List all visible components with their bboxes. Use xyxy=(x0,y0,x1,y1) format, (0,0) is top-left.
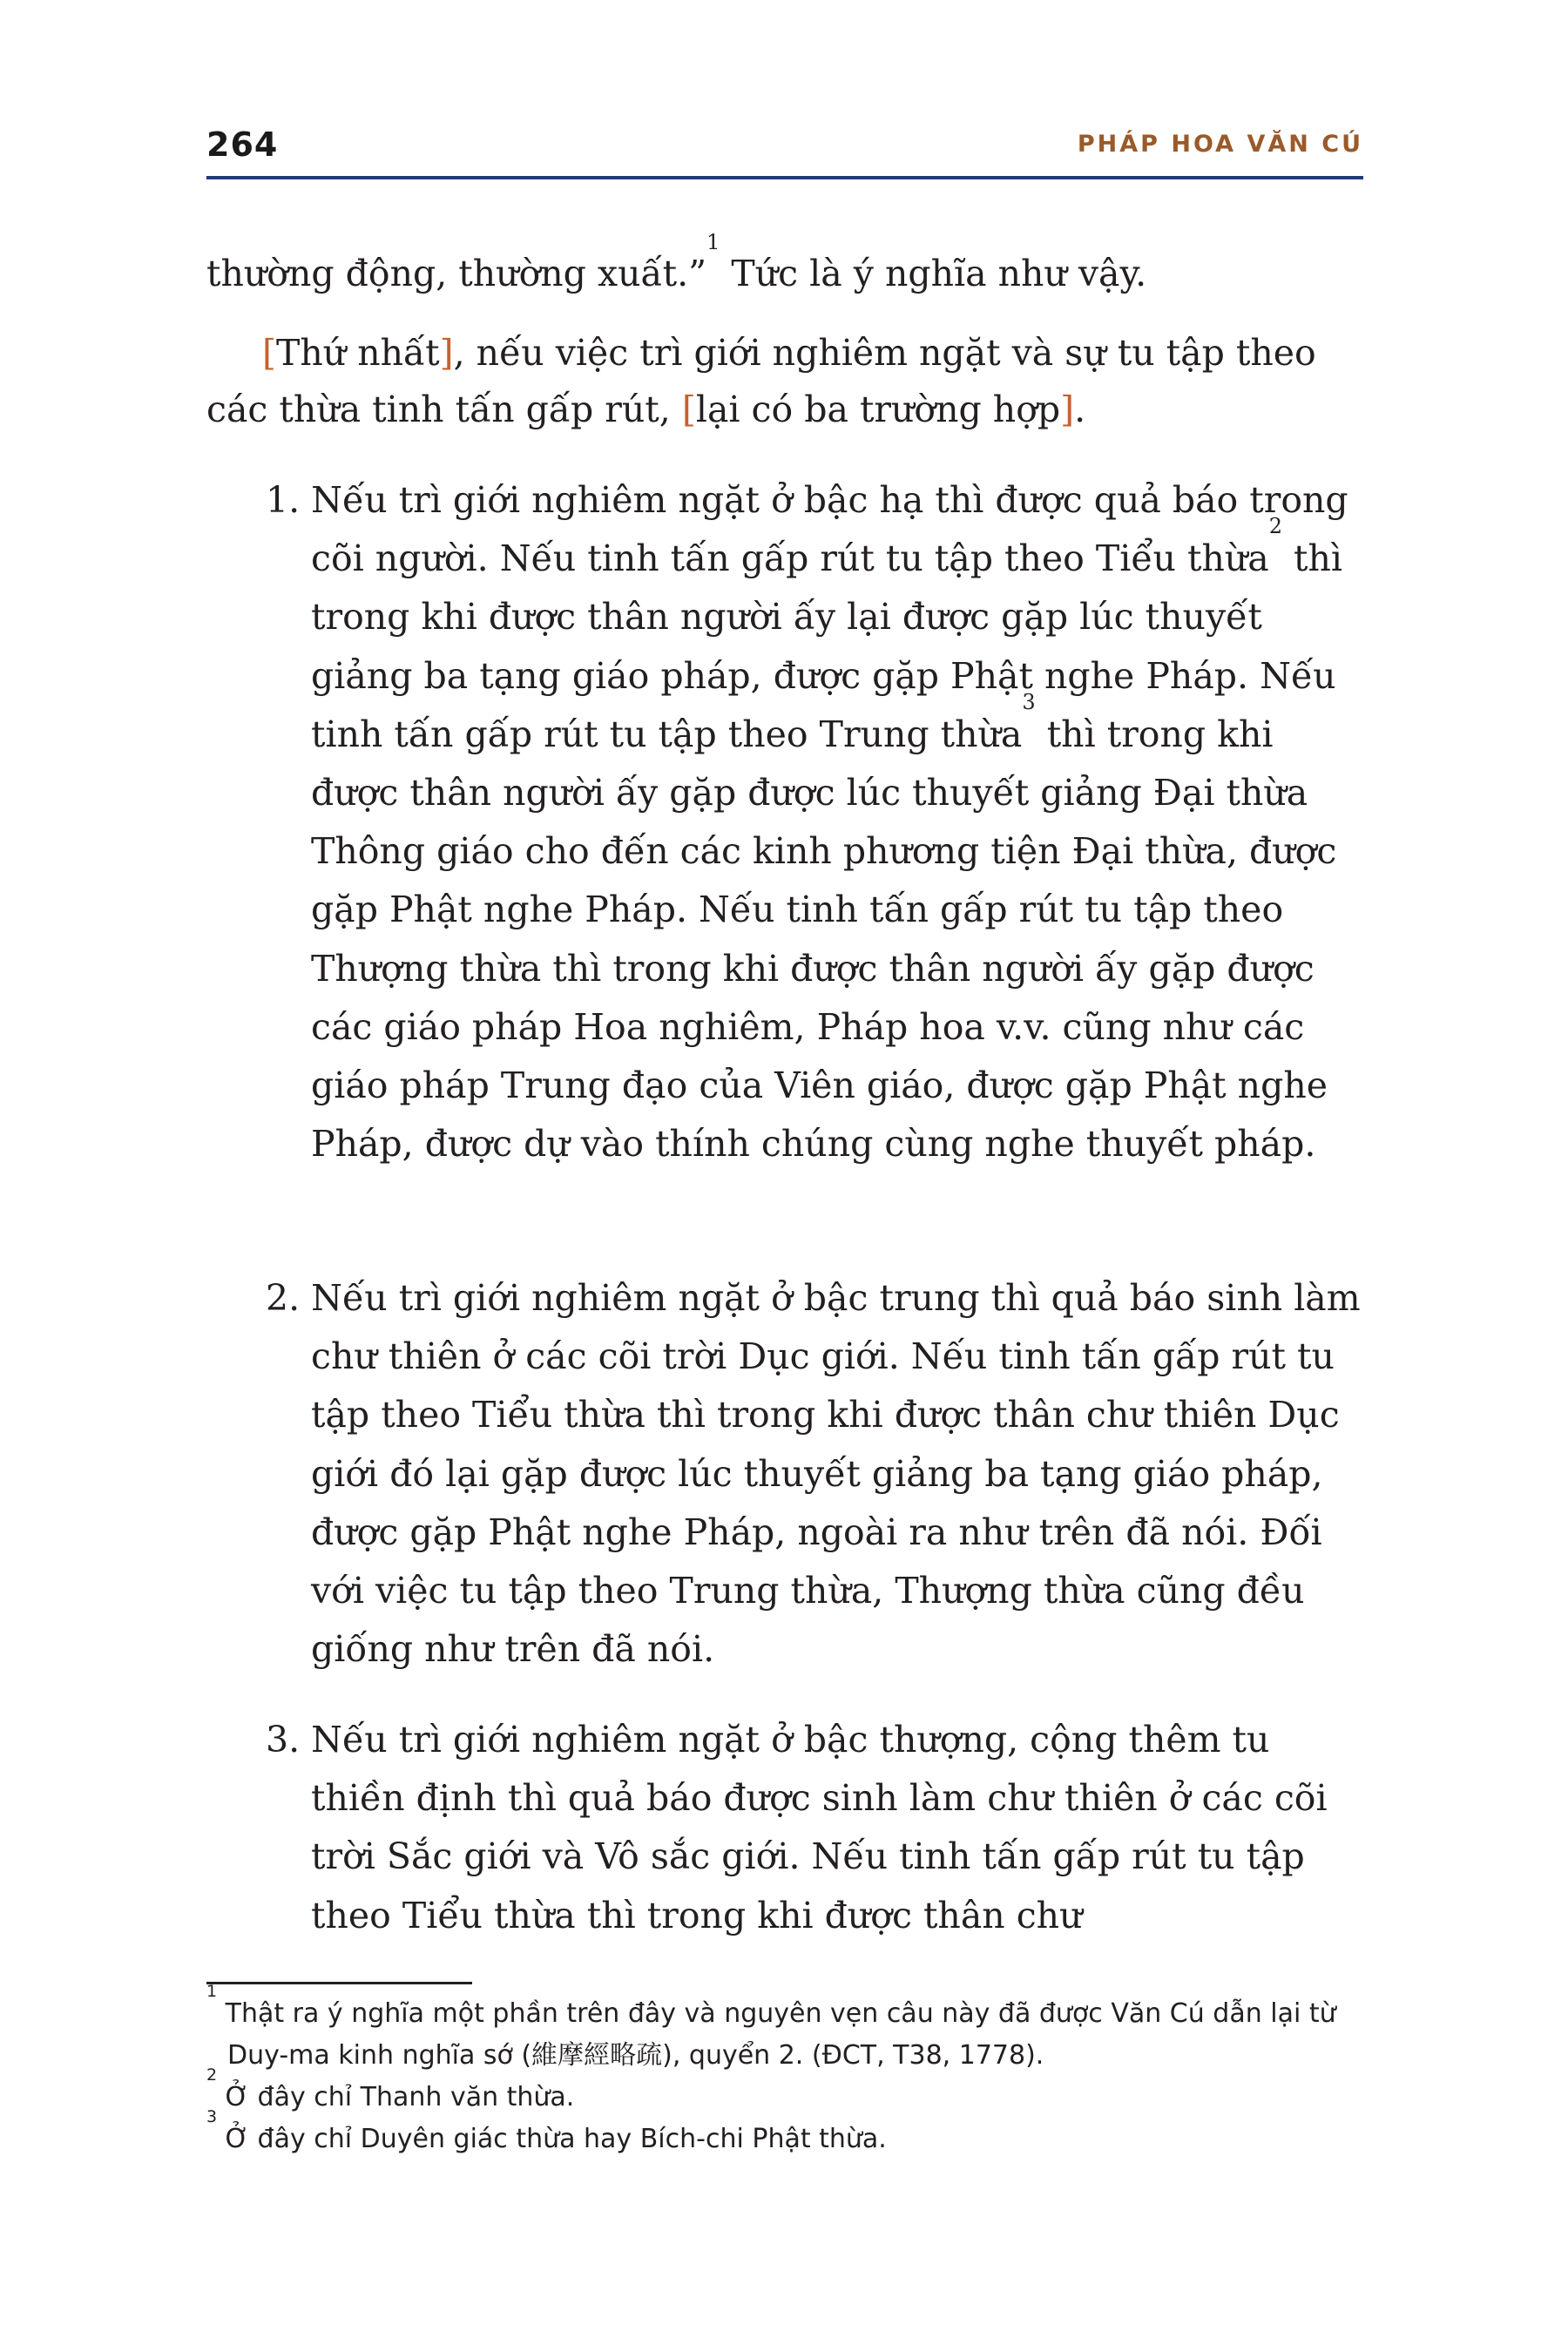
footnote-rule xyxy=(206,1982,472,1984)
list-text-1c: thì trong khi được thân người ấy gặp được lúc thuyết giảng Đại thừa Thông giáo cho đến các kinh phương tiện Đại thừa, được gặp Phật nghe Pháp. Nếu tinh tấn gấp rút tu tập theo Thượng thừa thì trong khi được thân người ấy gặp được các giáo pháp Hoa nghiêm, Pháp hoa v.v. cũng như các giáo pháp Trung đạo của Viên giáo, được gặp Phật nghe Pháp, được dự vào thính chúng cùng nghe thuyết pháp. xyxy=(311,713,1337,1166)
footnote-text-2: Ở đây chỉ Thanh văn thừa. xyxy=(217,2082,575,2112)
p1-text: thường động, thường xuất.” xyxy=(206,253,707,294)
list-text-3: Nếu trì giới nghiêm ngặt ở bậc thượng, cộng thêm tu thiền định thì quả báo được sinh làm chư thiên ở các cõi trời Sắc giới và Vô sắc giới. Nếu tinh tấn gấp rút tu tập theo Tiểu thừa thì trong khi được thân chư xyxy=(311,1719,1328,1936)
footnote-ref-1: 1 xyxy=(706,230,720,254)
paragraph-1 xyxy=(206,230,1363,302)
footnote-ref-2: 2 xyxy=(1268,514,1282,539)
page-number: 264 xyxy=(206,125,279,164)
footnote-mark-2: 2 xyxy=(206,2065,218,2085)
list-text-1a: Nếu trì giới nghiêm ngặt ở bậc hạ thì được quả báo trong cõi người. Nếu tinh tấn gấp rút tu tập theo Tiểu thừa xyxy=(311,479,1348,580)
p2-bracket-2: lại có ba trường hợp xyxy=(695,389,1061,430)
footnote-mark-3: 3 xyxy=(206,2107,218,2126)
p2-text: , nếu việc trì giới nghiêm ngặt và sự tu tập theo các thừa tinh tấn gấp rút, xyxy=(206,332,1316,430)
bracket-close: ] xyxy=(439,332,454,374)
bracket-open: [ xyxy=(262,332,276,374)
footnote-text-3: Ở đây chỉ Duyên giác thừa hay Bích-chi Phật thừa. xyxy=(217,2124,887,2154)
p2-end: . xyxy=(1074,389,1086,430)
running-title: PHÁP HOA VĂN CÚ xyxy=(1077,131,1363,158)
footnote-3 xyxy=(206,2107,1363,2160)
footnotes xyxy=(206,1982,1363,2160)
footnote-mark-1: 1 xyxy=(206,1982,218,2001)
list-text-1b: thì trong khi được thân người ấy lại được gặp lúc thuyết giảng ba tạng giáo pháp, được gặp Phật nghe Pháp. Nếu tinh tấn gấp rút tu tập theo Trung thừa xyxy=(311,537,1343,755)
footnote-ref-3: 3 xyxy=(1022,689,1036,714)
footnote-2 xyxy=(206,2065,1363,2119)
p2-bracket-word: Thứ nhất xyxy=(276,332,440,374)
bracket-open-2: [ xyxy=(681,389,696,430)
paragraph-2 xyxy=(206,325,1363,438)
list-num-2: 2. xyxy=(266,1277,301,1319)
list-num-1: 1. xyxy=(266,479,301,521)
list-num-3: 3. xyxy=(266,1719,301,1761)
footnote-text-1: Thật ra ý nghĩa một phần trên đây và nguyên vẹn câu này đã được Văn Cú dẫn lại từ Duy-ma kinh nghĩa sớ (維摩經略疏), quyển 2. (ĐCT, T38, 1778). xyxy=(217,1998,1336,2071)
list-item-2 xyxy=(266,1269,1363,1679)
list-text-2: Nếu trì giới nghiêm ngặt ở bậc trung thì quả báo sinh làm chư thiên ở các cõi trời Dục giới. Nếu tinh tấn gấp rút tu tập theo Tiểu thừa thì trong khi được thân chư thiên Dục giới đó lại gặp được lúc thuyết giảng ba tạng giáo pháp, được gặp Phật nghe Pháp, ngoài ra như trên đã nói. Đối với việc tu tập theo Trung thừa, Thượng thừa cũng đều giống như trên đã nói. xyxy=(311,1277,1361,1671)
footnote-1 xyxy=(206,1982,1363,2077)
header-rule xyxy=(206,176,1363,179)
p1-tail: Tức là ý nghĩa như vậy. xyxy=(720,253,1147,294)
page-header xyxy=(206,122,1363,174)
list-item-3 xyxy=(266,1711,1363,1945)
list-item-1 xyxy=(266,471,1363,1173)
bracket-close-2: ] xyxy=(1060,389,1075,430)
